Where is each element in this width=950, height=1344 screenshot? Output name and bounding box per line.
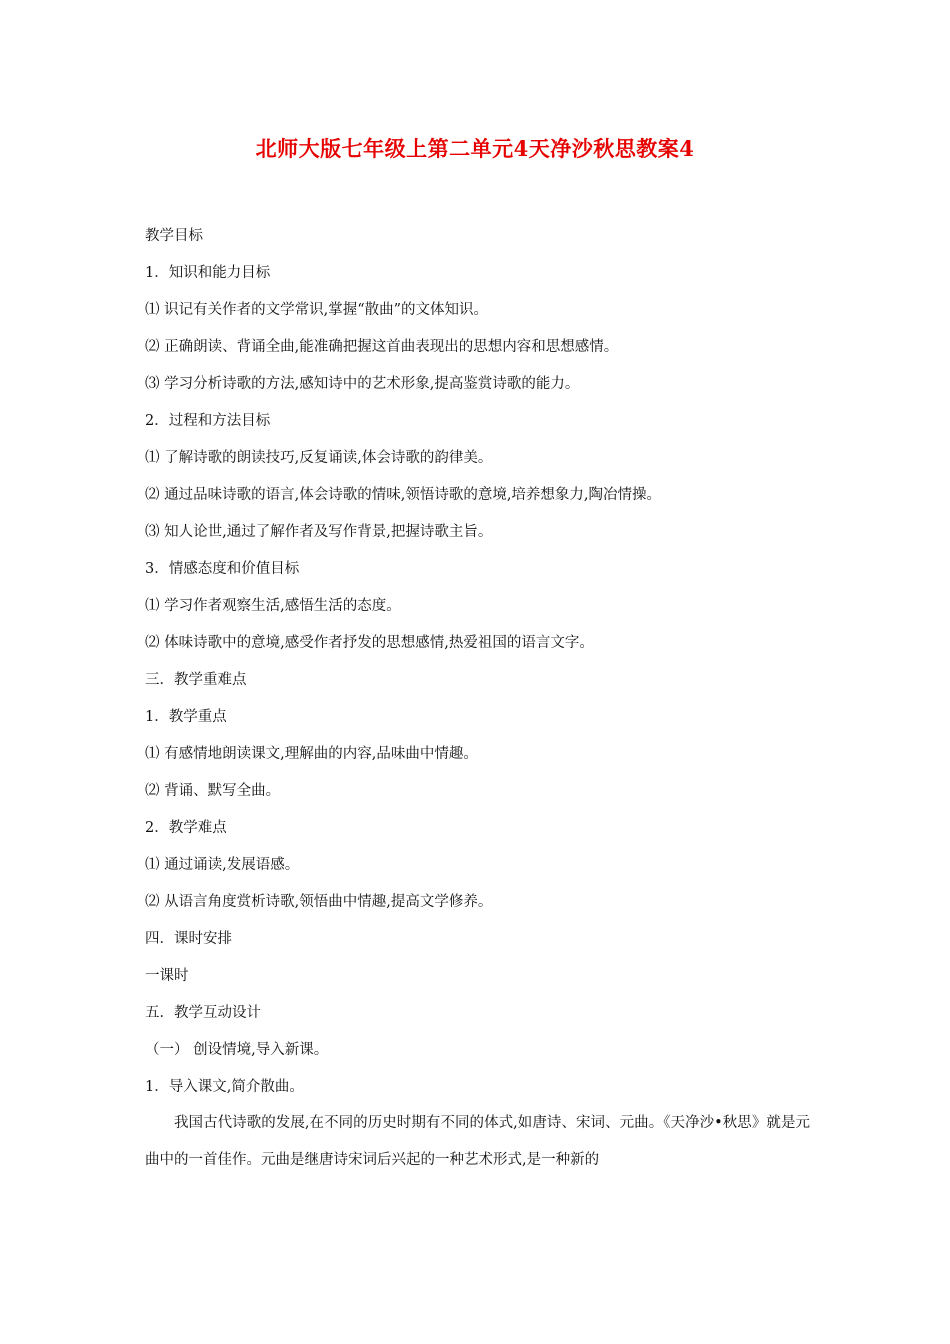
text-line: 3．情感态度和价值目标 xyxy=(145,561,300,577)
text-line: 1．教学重点 xyxy=(145,709,227,725)
text-line: ⑵ 正确朗读、背诵全曲,能准确把握这首曲表现出的思想内容和思想感情。 xyxy=(145,339,619,355)
text-line: 四．课时安排 xyxy=(145,931,232,947)
text-line: ⑴ 识记有关作者的文学常识,掌握“散曲”的文体知识。 xyxy=(145,302,489,318)
text-line: 教学目标 xyxy=(145,228,203,244)
text-line: 2．过程和方法目标 xyxy=(145,413,271,429)
text-line: ⑶ 学习分析诗歌的方法,感知诗中的艺术形象,提高鉴赏诗歌的能力。 xyxy=(145,376,580,392)
text-line: （一） 创设情境,导入新课。 xyxy=(145,1042,329,1058)
text-line: ⑵ 体味诗歌中的意境,感受作者抒发的思想感情,热爱祖国的语言文字。 xyxy=(145,635,594,651)
text-line: 1．知识和能力目标 xyxy=(145,265,271,281)
text-line: ⑵ 通过品味诗歌的语言,体会诗歌的情味,领悟诗歌的意境,培养想象力,陶冶情操。 xyxy=(145,487,662,503)
text-line: ⑵ 背诵、默写全曲。 xyxy=(145,783,281,799)
text-line: ⑴ 有感情地朗读课文,理解曲的内容,品味曲中情趣。 xyxy=(145,746,478,762)
body-paragraph: 我国古代诗歌的发展,在不同的历史时期有不同的体式,如唐诗、宋词、元曲。《天净沙•秋思》就是元曲中的一首佳作。元曲是继唐诗宋词后兴起的一种艺术形式,是一种新的 xyxy=(145,1115,810,1168)
text-line: ⑶ 知人论世,通过了解作者及写作背景,把握诗歌主旨。 xyxy=(145,524,493,540)
text-line: 五．教学互动设计 xyxy=(145,1005,261,1021)
text-line: 三．教学重难点 xyxy=(145,672,247,688)
text-line: ⑵ 从语言角度赏析诗歌,领悟曲中情趣,提高文学修养。 xyxy=(145,894,493,910)
text-line: 一课时 xyxy=(145,968,189,984)
document-title: 北师大版七年级上第二单元4天净沙秋思教案4 xyxy=(255,136,695,161)
text-line: ⑴ 学习作者观察生活,感悟生活的态度。 xyxy=(145,598,401,614)
text-line: 1．导入课文,简介散曲。 xyxy=(145,1079,304,1095)
text-line: ⑴ 通过诵读,发展语感。 xyxy=(145,857,300,873)
text-line: ⑴ 了解诗歌的朗读技巧,反复诵读,体会诗歌的韵律美。 xyxy=(145,450,493,466)
document-body xyxy=(145,226,810,1179)
text-line: 2．教学难点 xyxy=(145,820,227,836)
